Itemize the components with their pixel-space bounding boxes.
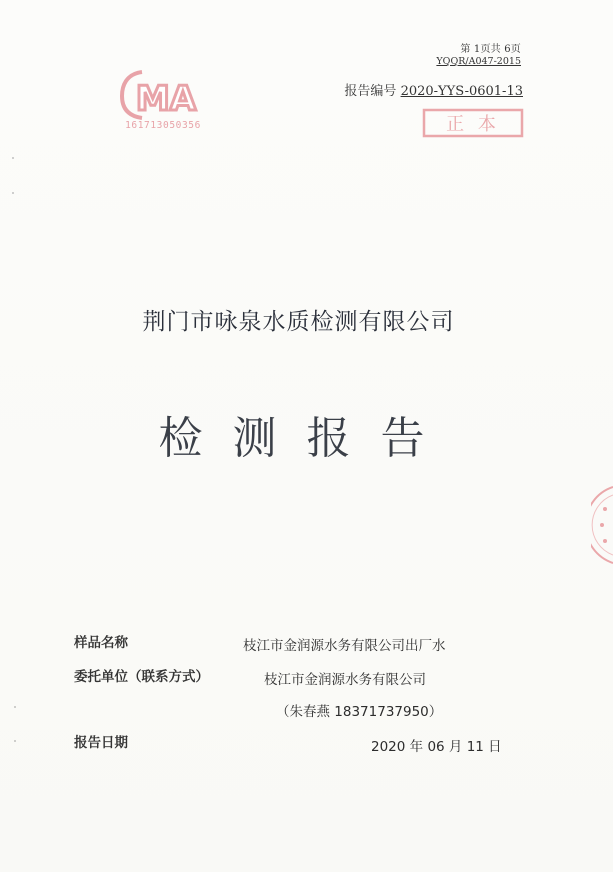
original-copy-stamp bbox=[422, 108, 524, 138]
client-contact: （朱春燕 18371737950） bbox=[276, 704, 443, 720]
cma-logo bbox=[118, 62, 208, 132]
client-label: 委托单位（联系方式） bbox=[74, 669, 209, 685]
report-date-value: 2020 年 06 月 11 日 bbox=[371, 739, 502, 755]
side-seal bbox=[591, 485, 613, 565]
client-value: 枝江市金润源水务有限公司 bbox=[264, 672, 426, 688]
report-date-label: 报告日期 bbox=[74, 735, 128, 751]
report-title: 检测报告 bbox=[158, 413, 455, 464]
report-number bbox=[344, 80, 523, 99]
page-number: 第 1页共 6页 bbox=[460, 44, 521, 55]
cma-letters: MA bbox=[135, 79, 197, 119]
scan-speck bbox=[12, 157, 14, 159]
sample-name-value: 枝江市金润源水务有限公司出厂水 bbox=[243, 638, 446, 654]
report-number-value: 2020-YYS-0601-13 bbox=[400, 84, 523, 99]
original-copy-text: 正 本 bbox=[446, 114, 500, 135]
scan-speck bbox=[14, 706, 16, 708]
company-name: 荆门市咏泉水质检测有限公司 bbox=[142, 309, 455, 335]
cma-number: 161713050356 bbox=[125, 120, 201, 131]
scan-speck bbox=[14, 740, 16, 742]
scan-speck bbox=[12, 192, 14, 194]
document-code: YQQR/A047-2015 bbox=[436, 56, 521, 67]
sample-name-label: 样品名称 bbox=[74, 635, 128, 651]
report-number-label: 报告编号 bbox=[344, 84, 397, 99]
